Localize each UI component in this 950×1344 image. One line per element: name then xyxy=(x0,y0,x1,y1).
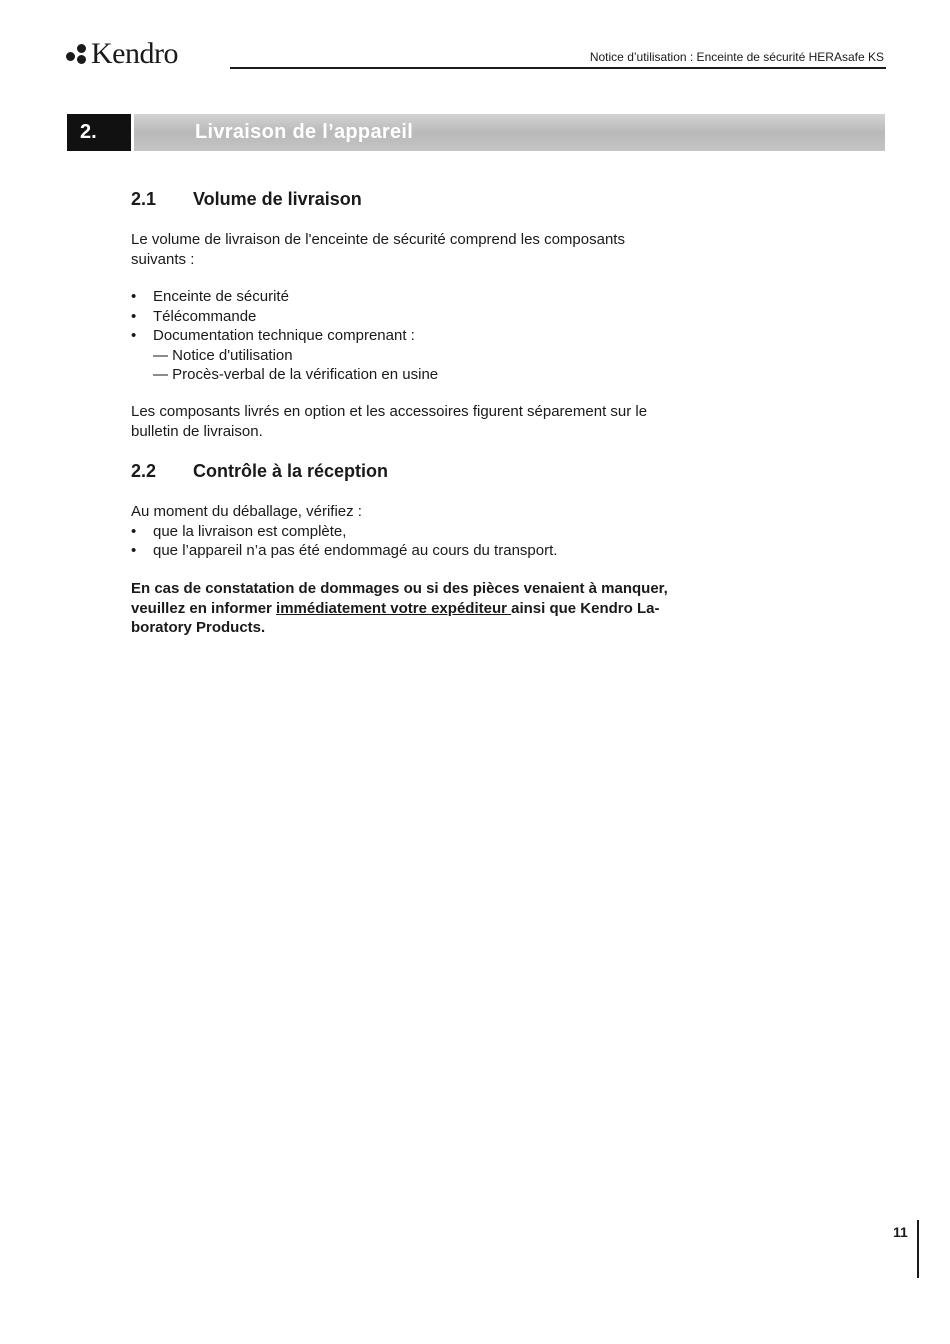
section-heading-2-1 xyxy=(131,189,362,210)
bullet-icon: • xyxy=(131,542,137,559)
header-title: Notice d’utilisation : Enceinte de sécurité HERAsafe KS xyxy=(589,50,884,64)
section-2-body xyxy=(131,502,691,561)
list-item: • que la livraison est complète, xyxy=(131,522,347,540)
section-1-list xyxy=(131,287,691,385)
warning-line: En cas de constatation de dommages ou si des pièces venaient à manquer, xyxy=(131,580,668,597)
chapter-heading-bar xyxy=(67,114,885,151)
chapter-title: Livraison de l’appareil xyxy=(134,114,885,151)
section-1-intro xyxy=(131,230,691,269)
warning-notice xyxy=(131,579,691,638)
chapter-number: 2. xyxy=(67,114,131,151)
sub-list-item: — Notice d'utilisation xyxy=(153,346,293,364)
section-heading-2-2 xyxy=(131,461,388,482)
intro-line: Le volume de livraison de l'enceinte de sécurité comprend les composants xyxy=(131,231,625,248)
underlined-emphasis: immédiatement votre expéditeur xyxy=(276,599,512,617)
outro-line: Les composants livrés en option et les accessoires figurent séparement sur le xyxy=(131,403,648,420)
page-number: 11 xyxy=(893,1224,908,1240)
logo-text: Kendro xyxy=(91,37,178,70)
bullet-icon: • xyxy=(131,327,137,344)
sub-list-item: — Procès-verbal de la vérification en usine xyxy=(153,366,439,383)
page-number-rule xyxy=(917,1220,919,1278)
bullet-icon: • xyxy=(131,307,137,325)
outro-line: bulletin de livraison. xyxy=(131,422,263,440)
section-1-outro xyxy=(131,402,691,441)
section-title: Volume de livraison xyxy=(193,189,362,209)
section-title: Contrôle à la réception xyxy=(193,461,389,481)
bullet-icon: • xyxy=(131,288,137,305)
kendro-logo xyxy=(66,36,178,72)
bullet-icon: • xyxy=(131,522,137,540)
header-rule xyxy=(230,67,886,69)
list-item: • Enceinte de sécurité xyxy=(131,288,289,305)
list-item: • que l’appareil n’a pas été endommagé au cours du transport. xyxy=(131,542,558,559)
intro-line: Au moment du déballage, vérifiez : xyxy=(131,503,362,520)
section-number: 2.2 xyxy=(131,461,157,481)
warning-line: boratory Products. xyxy=(131,619,266,636)
section-number: 2.1 xyxy=(131,189,157,209)
warning-line: veuillez en informer immédiatement votre expéditeur ainsi que Kendro La- xyxy=(131,599,660,617)
list-item: • Documentation technique comprenant : xyxy=(131,327,415,344)
list-item: • Télécommande xyxy=(131,307,257,325)
intro-line: suivants : xyxy=(131,250,195,268)
kendro-logo-dots-icon xyxy=(66,42,92,66)
